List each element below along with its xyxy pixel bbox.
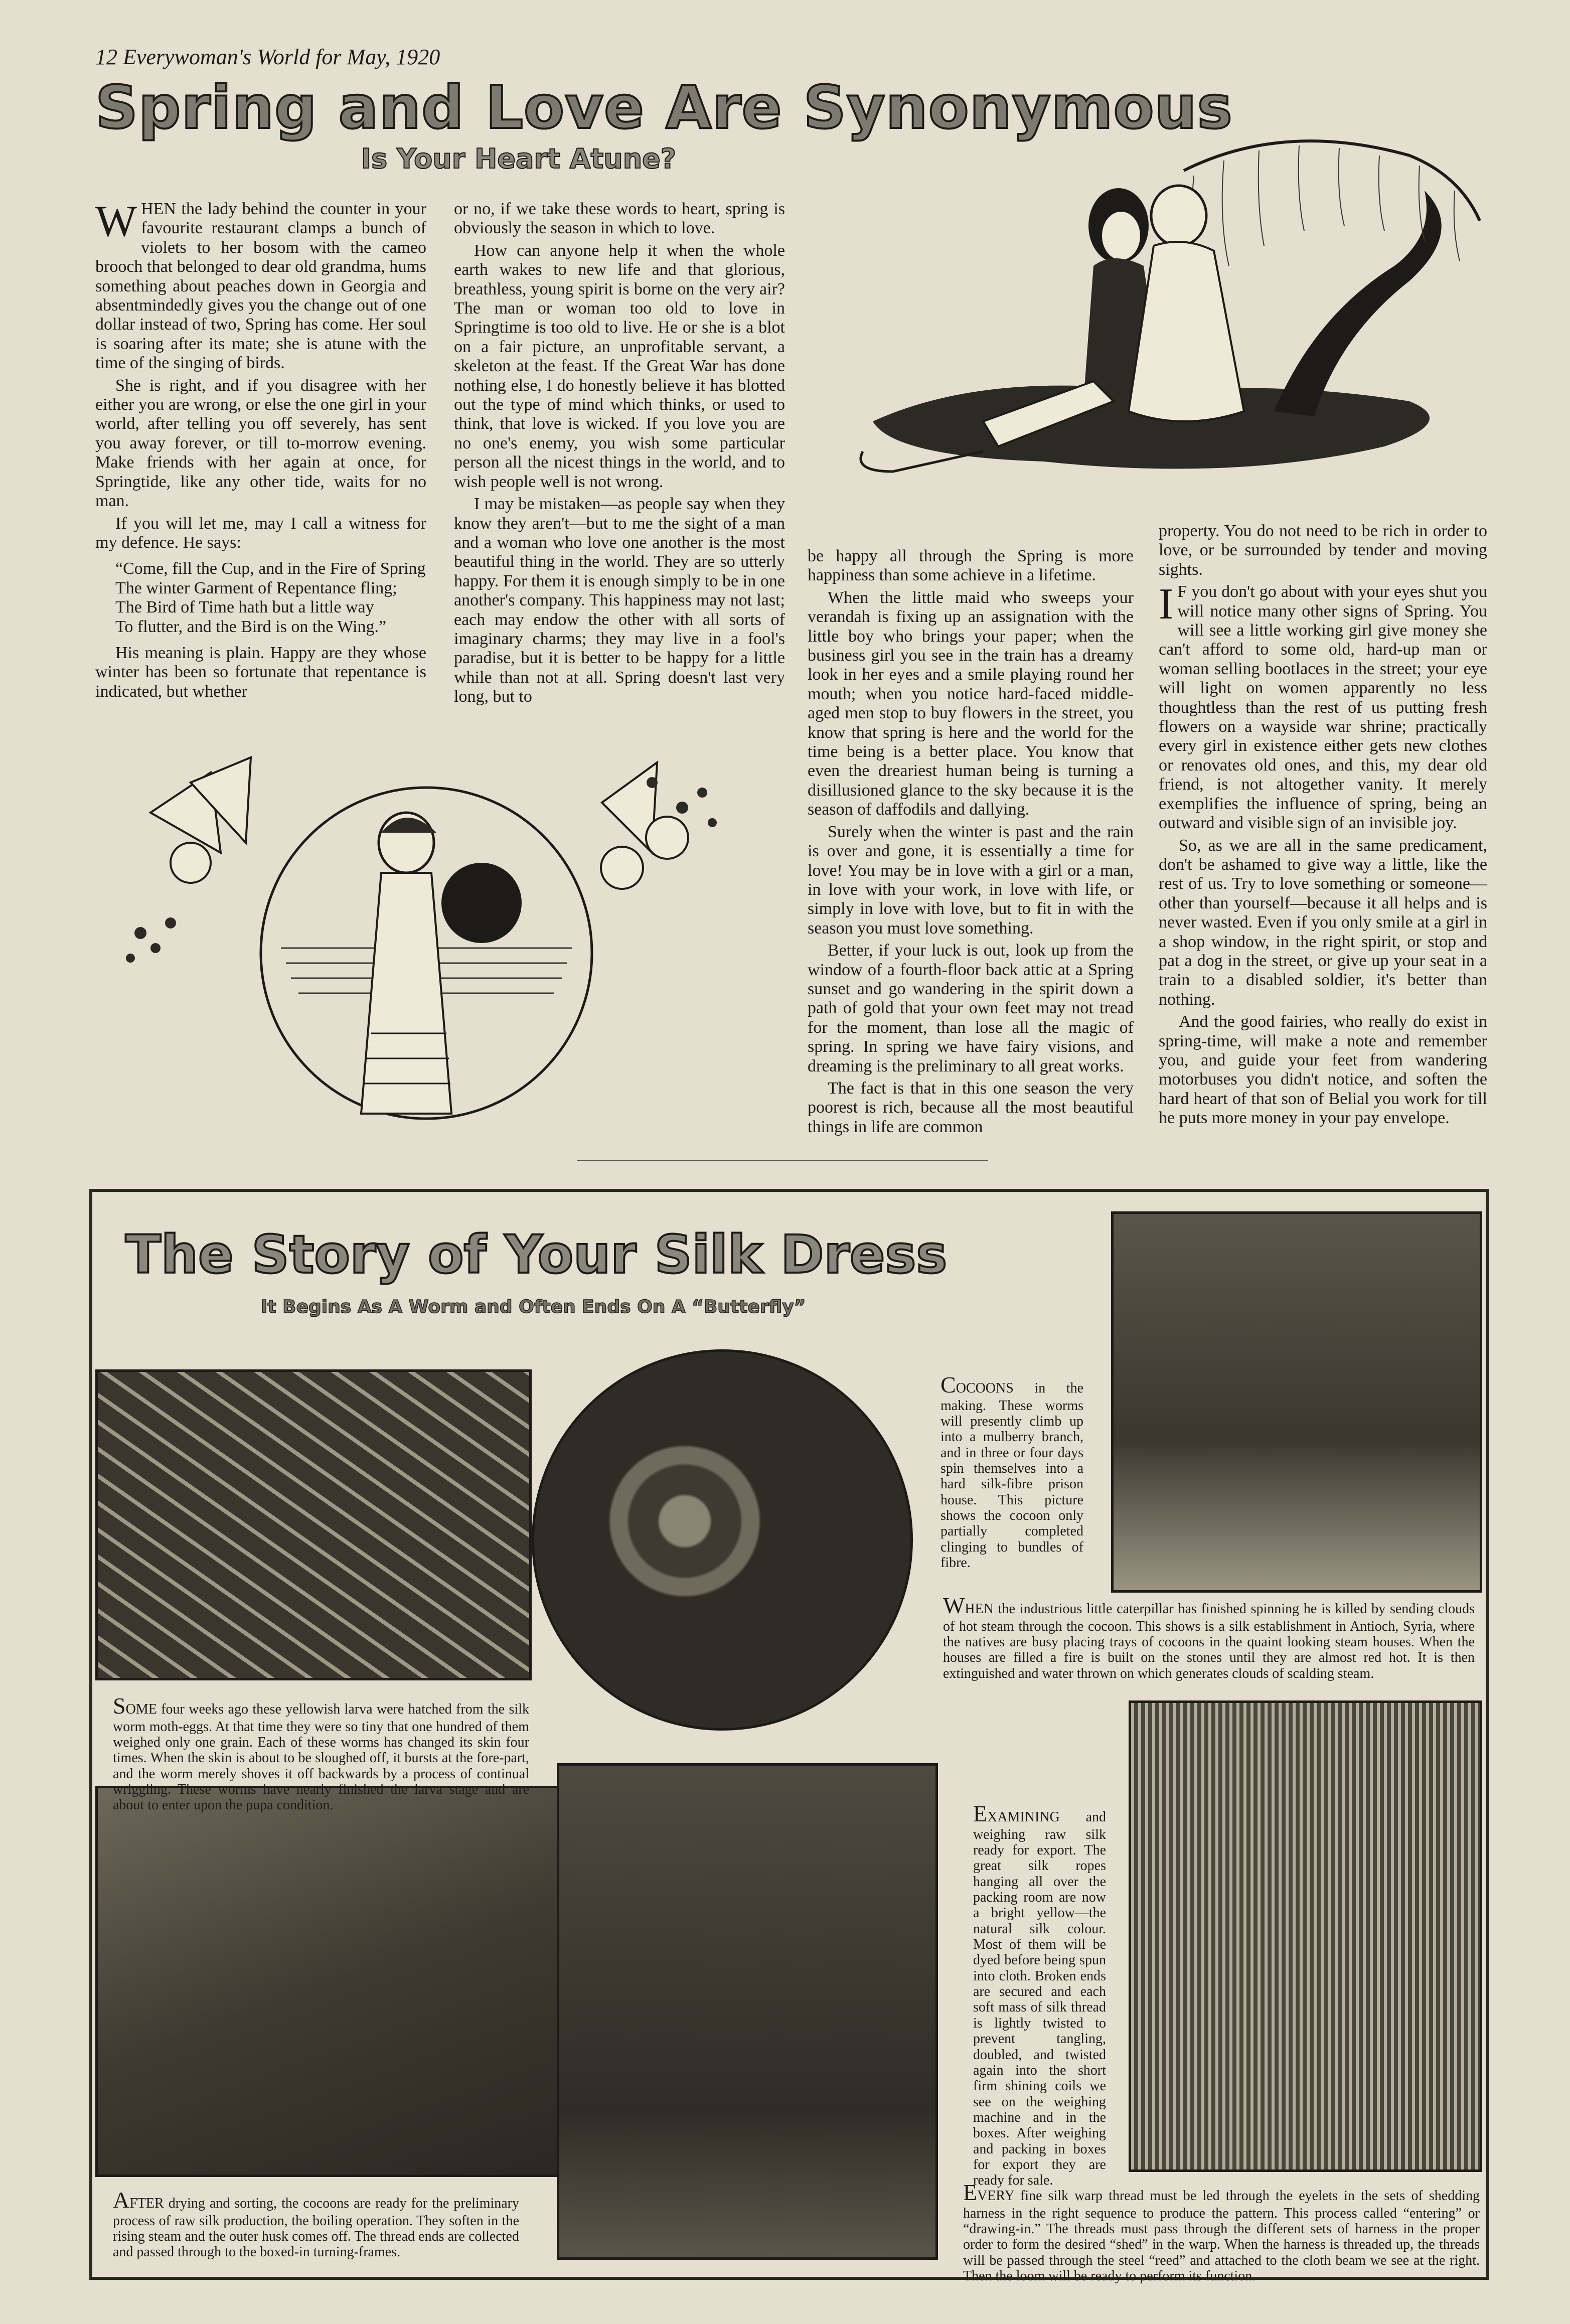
paragraph: She is right, and if you disagree with her either you are wrong, or else the one girl in your world, after telling you off severely, has sent you away forever, or till to-morrow evening. Make friends with her again at once, for Springtide, like any other tide, waits for no man. bbox=[95, 376, 426, 511]
article-title: Spring and Love Are Synonymous bbox=[95, 73, 1233, 142]
silk-article-subtitle: It Begins As A Worm and Often Ends On A “Butterfly” bbox=[261, 1297, 806, 1317]
paragraph: If you will let me, may I call a witness for my defence. He says: bbox=[95, 514, 426, 552]
silkworm-larvae-photo bbox=[95, 1369, 532, 1680]
article-column-4 bbox=[1159, 522, 1487, 1174]
paragraph: So, as we are all in the same predicament, don't be ashamed to give way a little, like the rest of us. Try to love something or someone—other than yourself—because it all helps and is never wasted. Even if you only smile at a girl in a shop window, in the right spirit, or stop and pat a dog in the street, or give up your seat in a train to a disabled soldier, it's better than nothing. bbox=[1159, 836, 1487, 1009]
drop-cap: W bbox=[943, 1593, 965, 1618]
silk-weighing-room-photo bbox=[557, 1763, 938, 2260]
paragraph: I may be mistaken—as people say when they know they aren't—but to me the sight of a man and a woman who love one another is the most beautiful thing in the world. They are so utterly happy. For them it is enough simply to be in one another's company. This happiness may not last; each may endow the other with all sorts of imaginary charms; they may live in a fool's paradise, but it is better to be happy for a little while than not at all. Spring doesn't last very long, but to bbox=[454, 495, 785, 706]
paragraph: His meaning is plain. Happy are they whose winter has been so fortunate that repentance is indicated, but whether bbox=[95, 643, 426, 701]
drop-cap: E bbox=[973, 1801, 988, 1826]
page-folio: 12 Everywoman's World for May, 1920 bbox=[95, 45, 440, 69]
section-divider bbox=[577, 1160, 988, 1161]
poem-line: The winter Garment of Repentance fling; bbox=[115, 578, 397, 597]
poem-line: To flutter, and the Bird is on the Wing.” bbox=[115, 617, 387, 636]
silk-article-title: The Story of Your Silk Dress bbox=[125, 1224, 948, 1285]
paragraph: When the little maid who sweeps your verandah is fixing up an assignation with the little boy who brings your paper; when the business girl you see in the train has a dreamy look in her eyes and a smile playing round her mouth; when you notice hard-faced middle-aged men stop to buy flowers in the street, you know that spring is here and the world for the time being is a better place. You know that even the dreariest human being is turning a disillusioned glance to the sky because it is the season of daffodils and dallying. bbox=[808, 588, 1134, 819]
caption-cocoons bbox=[940, 1372, 1083, 1571]
drop-cap: A bbox=[113, 2187, 130, 2213]
paragraph: property. You do not need to be rich in order to love, or be surrounded by tender and moving sights. bbox=[1159, 522, 1487, 579]
fairies-and-girl-illustration bbox=[100, 752, 742, 1144]
paragraph: How can anyone help it when the whole earth wakes to new life and that glorious, breathless, young spirit is borne on the very air? The man or woman too old to love in Springtime is too old to live. He or she is a blot on a fair picture, an unprofitable servant, a skeleton at the feast. If the Great War has done nothing else, I do honestly believe it has blotted out the type of mind which thinks, or used to think, that love is wicked. If you love you are no one's enemy, you wish some particular person all the nicest things in the world, and to wish people well is not wrong. bbox=[454, 241, 785, 491]
paragraph: HEN the lady behind the counter in your favourite restaurant clamps a bunch of violets to her bosom with the cameo brooch that belonged to dear old grandma, hums something about peaches down in Georgia and absentmindedly gives you the change out of one dollar instead of two, Spring has come. Her soul is soaring after its mate; she is atune with the time of the singing of birds. bbox=[95, 200, 426, 373]
article-column-3 bbox=[808, 547, 1134, 1164]
poem-line: “Come, fill the Cup, and in the Fire of Spring bbox=[115, 559, 426, 578]
paragraph: F you don't go about with your eyes shut you will notice many other signs of Spring. You will see a little working girl give money she can't afford to some old, hard-up man or woman selling bootlaces in the street; your eye will light on women apparently no less thoughtless than the rest of us putting fresh flowers on a wayside war shrine; practically every girl in existence either gets new clothes or renovates old ones, and this, my dear old friend, is not altogether vanity. It merely exemplifies the influence of spring, being an outward and visible sign of an invisible joy. bbox=[1159, 582, 1487, 833]
caption-text: HEN the industrious little caterpillar has finished spinning he is killed by sending clouds of hot steam through the cocoon. This shows is a silk establishment in Antioch, Syria, where the natives are busy placing trays of cocoons in the quaint looking steam houses. When the houses are filled a fire is built on the stones until they are almost red hot. It is then extinguished and water thrown on which generates clouds of scalding steam. bbox=[943, 1601, 1475, 1681]
caption-text: OCOONS in the making. These worms will presently climb up into a mulberry branch, and in three or four days spin themselves into a hard silk-fibre prison house. This picture shows the cocoon only partially completed clinging to bundles of fibre. bbox=[940, 1380, 1083, 1571]
paragraph: Surely when the winter is past and the rain is over and gone, it is essentially a time for love! You may be in love with a girl or a man, in love with your work, in love with life, or simply in love with love, but to fit in with the season you must love something. bbox=[808, 822, 1134, 938]
article-column-2 bbox=[454, 200, 785, 741]
paragraph: The fact is that in this one season the very poorest is rich, because all the most beautiful things in life are common bbox=[808, 1078, 1134, 1136]
drop-cap: S bbox=[113, 1693, 126, 1719]
caption-text: VERY fine silk warp thread must be led through the eyelets in the sets of shedding harness in the right sequence to produce the pattern. This process called “entering” or “drawing-in.” The threads must pass through the different sets of harness in the proper order to form the desired “shed” in the warp. When the harness is threaded up, the threads will be passed through the steel “reed” and attached to the cloth beam we see at the right. Then the loom will be ready to perform its function. bbox=[963, 2188, 1480, 2284]
drop-cap: E bbox=[963, 2180, 978, 2205]
article-subtitle: Is Your Heart Atune? bbox=[361, 143, 677, 175]
paragraph: or no, if we take these words to heart, spring is obviously the season in which to love. bbox=[454, 200, 785, 238]
caption-text: FTER drying and sorting, the cocoons are ready for the preliminary process of raw silk production, the boiling operation. They soften in the rising steam and the outer husk comes off. The thread ends are collected and passed through to the boxed-in turning-frames. bbox=[113, 2196, 519, 2260]
paragraph: And the good fairies, who really do exist in spring-time, will make a note and remember you, and guide your feet from wandering motorbuses you didn't notice, and soften the hard heart of that son of Belial you work for till he puts more money in your pay envelope. bbox=[1159, 1012, 1487, 1128]
paragraph: be happy all through the Spring is more happiness than some achieve in a lifetime. bbox=[808, 547, 1134, 585]
steam-house-photo bbox=[1111, 1211, 1482, 1593]
caption-steam-house bbox=[943, 1593, 1475, 1688]
drop-cap: C bbox=[940, 1372, 956, 1398]
article-column-1 bbox=[95, 197, 426, 701]
drop-cap: I bbox=[1159, 580, 1174, 629]
caption-larva bbox=[113, 1693, 529, 1813]
paragraph: Better, if your luck is out, look up from the window of a fourth-floor back attic at a Spring sunset and go wandering in the spirit down a path of gold that your own feet may not tread for the moment, than lose all the magic of spring. In spring we have fairy visions, and dreaming is the preliminary to all great works. bbox=[808, 941, 1134, 1075]
drop-cap: W bbox=[95, 197, 137, 246]
poem-line: The Bird of Time hath but a little way bbox=[115, 598, 374, 617]
poem-quote bbox=[115, 559, 426, 637]
caption-loom bbox=[963, 2180, 1480, 2284]
caption-drying bbox=[113, 2187, 519, 2270]
silk-boiling-room-photo bbox=[95, 1786, 582, 2177]
caption-text: OME four weeks ago these yellowish larva were hatched from the silk worm moth-eggs. At that time they were so tiny that one hundred of them weighed only one grain. Each of these worms has changed its skin four times. When the skin is about to be sloughed off, it bursts at the fore-part, and the worm merely shoves it off backwards by a process of continual wriggling. These worms have nearly finished the larva stage and are about to enter upon the pupa condition. bbox=[113, 1701, 529, 1813]
caption-text: XAMINING and weighing raw silk ready for export. The great silk ropes hanging all over the packing room are now a bright yellow—the natural silk colour. Most of them will be dyed before being spun into cloth. Broken ends are secured and each soft mass of silk thread is lightly twisted to prevent tangling, doubled, and twisted again into the short firm shining coils we see on the weighing machine and in the boxes. After weighing and packing in boxes for export they are ready for sale. bbox=[973, 1809, 1106, 2189]
cocoons-circular-photo bbox=[532, 1349, 913, 1731]
couple-under-tree-illustration bbox=[833, 100, 1490, 512]
caption-examining bbox=[973, 1801, 1106, 2189]
silk-loom-photo bbox=[1129, 1700, 1482, 2172]
